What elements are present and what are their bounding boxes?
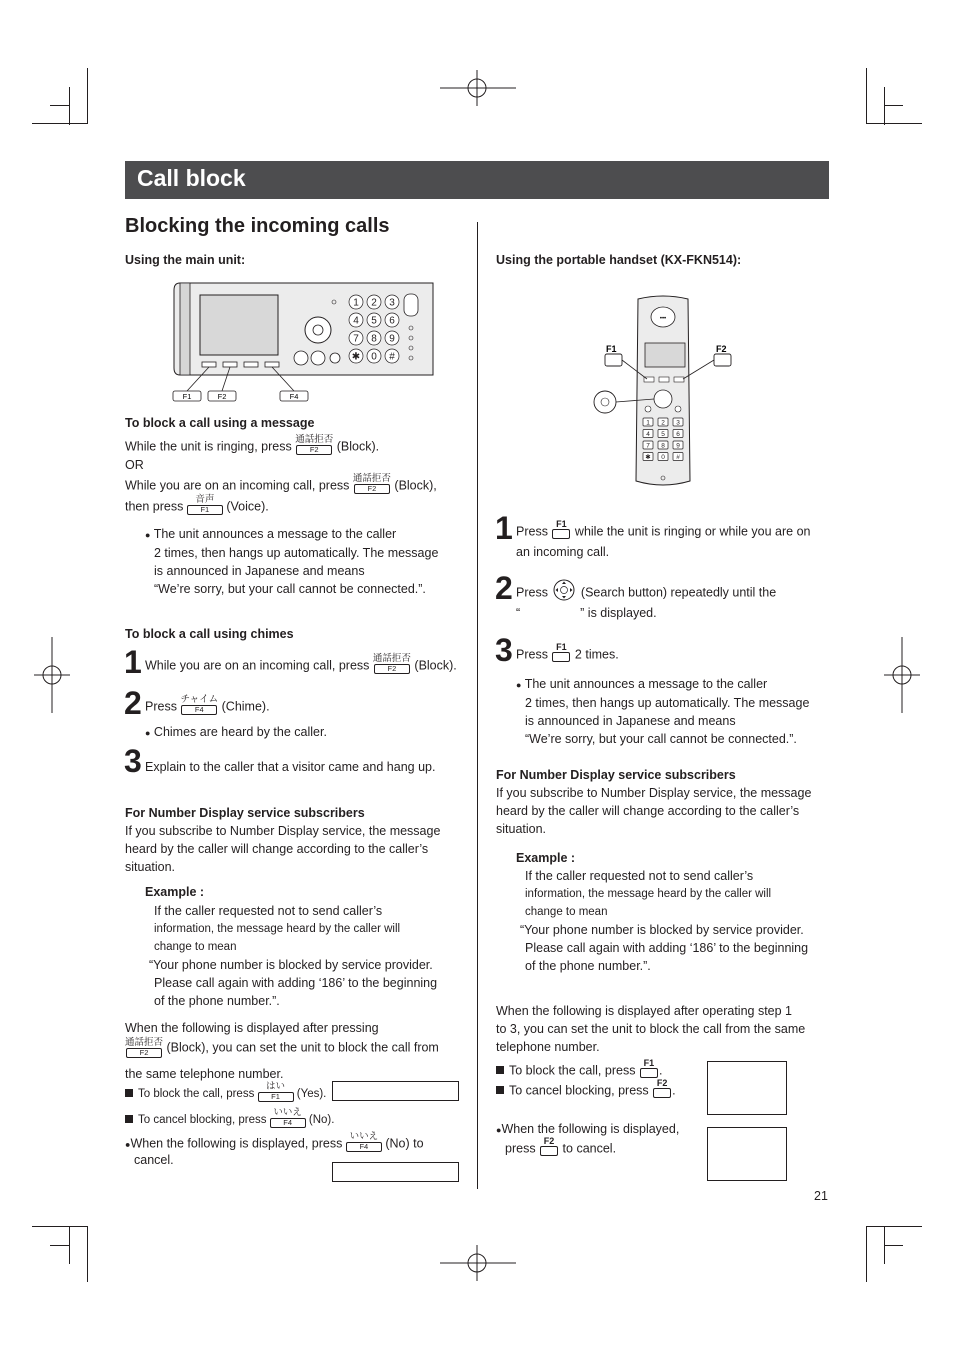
block-instruction-left: To block the call, press はい F1 (Yes). [125,1084,326,1104]
square-bullet-icon [125,1115,133,1123]
when-left-line-1: When the following is displayed after pressing [125,1021,379,1035]
square-bullet-icon [496,1066,504,1074]
handset-step-1-line-2: an incoming call. [516,545,610,559]
cancel2-instruction-left: ●When the following is displayed, press いいえ F4 (No) to [125,1131,424,1151]
section-title: Blocking the incoming calls [125,215,390,237]
column-divider [477,222,478,1189]
handset-f2-key[interactable]: F2 [539,1136,559,1156]
keypad-key-label: 6 [676,430,680,438]
no-key[interactable]: いいえ F4 [270,1108,306,1128]
handset-step-3: Press F1 2 times. [516,642,619,662]
keypad-key-label: 1 [353,297,359,309]
keypad-key-label: ✱ [351,351,361,363]
cancel-instruction-left: To cancel blocking, press いいえ F4 (No). [125,1110,334,1130]
keypad-key-label: 0 [661,453,665,461]
page-number: 21 [814,1189,828,1203]
message-line-1: While the unit is ringing, press 通話拒否 F2 (Block). [125,434,380,454]
chime-bullet: ● Chimes are heard by the caller. [145,725,327,739]
handset-illustration [590,295,740,491]
keypad-key-label: ✱ [645,453,651,461]
handset-step-1-number: 1 [495,510,513,546]
display-box-block [332,1081,459,1101]
block-key[interactable]: 通話拒否 F2 [352,473,391,493]
keypad-key-label: 5 [661,430,665,438]
keypad-key-label: 1 [646,419,650,427]
cancel2-instruction-right: ●When the following is displayed, [496,1122,680,1136]
chime-heading: To block a call using chimes [125,627,294,641]
handset-f1-key[interactable]: F1 [551,519,571,539]
when-text-right: When the following is displayed after operating step 1 to 3, you can set the unit to block the call from the same telephone number. [496,1004,806,1054]
keypad-key-label: 4 [646,430,650,438]
keypad-key-label: 2 [371,297,377,309]
keypad-key-label: 7 [353,333,359,345]
block-key[interactable]: 通話拒否 F2 [372,653,411,673]
example-label-left: Example : [145,885,205,899]
message-heading: To block a call using a message [125,416,315,430]
handset-f1-label: F1 [606,344,617,354]
page-title: Call block [137,165,246,191]
yes-key[interactable]: はい F1 [258,1082,294,1102]
registration-mark-left [34,637,70,713]
main-unit-heading: Using the main unit: [125,253,246,267]
display-box-right-1 [707,1061,787,1115]
handset-step-3-bullet: ● The unit announces a message to the caller 2 times, then hangs up automatically. The message is announced in Japanese and means “We’re sorry, but your call cannot be connected.”. [516,677,810,746]
chime-step-2: Press チャイム F4 (Chime). [145,694,270,714]
message-line-3: then press 音声 F1 (Voice). [125,494,269,514]
keypad-key-label: 9 [389,333,395,345]
handset-step-2-line-2: “ ” is displayed. [516,606,657,620]
handset-step-2: Press (Search button) repeatedly until the [516,582,776,604]
step-3-number: 3 [124,743,142,779]
example-text-right: If the caller requested not to send caller’s information, the message heard by the caller will change to mean “Your phone number is blocked by service provider. Please call again with adding ‘186’ to the beginning of the phone number.”. [520,869,809,973]
keypad-key-label: 5 [371,315,377,327]
device-f2-label: F2 [217,392,227,401]
nd-text-right: If you subscribe to Number Display service, the message heard by the caller will change according to the caller’s situation. [496,786,812,836]
keypad-key-label: 9 [676,442,680,450]
when-left-line-2: 通話拒否 F2 (Block), you can set the unit to block the call from [125,1037,439,1057]
no-key[interactable]: いいえ F4 [346,1132,382,1152]
registration-mark-bottom [440,1245,516,1281]
keypad-key-label: 8 [661,442,665,450]
svg-text:•••: ••• [659,316,667,322]
message-line-2: While you are on an incoming call, press 通話拒否 F2 (Block), [125,473,437,493]
cancel2-line-2: cancel. [134,1153,174,1167]
square-bullet-icon [125,1089,133,1097]
step-2-number: 2 [124,685,142,721]
nd-text-left: If you subscribe to Number Display service, the message heard by the caller will change according to the caller’s situation. [125,824,441,874]
display-box-right-2 [707,1127,787,1181]
keypad-key-label: 8 [371,333,377,345]
registration-mark-right [884,637,920,713]
chime-step-3: Explain to the caller that a visitor came and hang up. [145,760,436,774]
chime-key[interactable]: チャイム F4 [180,694,219,714]
display-box-cancel [332,1162,459,1182]
square-bullet-icon [496,1086,504,1094]
keypad-key-label: 6 [389,315,395,327]
handset-f2-label: F2 [716,344,727,354]
example-text-left: If the caller requested not to send caller’s information, the message heard by the caller will change to mean “Your phone number is blocked by service provider. Please call again with adding ‘186’ to the beginning of the phone number.”. [149,904,438,1008]
voice-key[interactable]: 音声 F1 [187,495,223,515]
keypad-key-label: 0 [371,351,377,363]
device-f1-label: F1 [182,392,192,401]
registration-mark-top [440,70,516,106]
keypad-key-label: 3 [389,297,395,309]
or-text: OR [125,458,144,472]
device-f4-label: F4 [289,392,299,401]
keypad-key-label: 3 [676,419,680,427]
keypad-key-label: 4 [353,315,359,327]
keypad-key-label: 2 [661,419,665,427]
main-unit-illustration [170,280,438,404]
handset-f1-key[interactable]: F1 [639,1058,659,1078]
cancel-instruction-right: To cancel blocking, press F2 . [496,1081,676,1101]
handset-step-3-number: 3 [495,632,513,668]
when-left-line-3: the same telephone number. [125,1067,284,1081]
keypad-key-label: # [676,453,680,461]
step-1-number: 1 [124,644,142,680]
handset-f2-key[interactable]: F2 [652,1078,672,1098]
message-bullet: ● The unit announces a message to the caller 2 times, then hangs up automatically. The message is announced in Japanese and means “We’re sorry, but your call cannot be connected.”. [145,527,439,596]
example-label-right: Example : [516,851,576,865]
keypad-key-label: # [389,351,395,363]
handset-heading: Using the portable handset (KX-FKN514): [496,253,742,267]
cancel2-instruction-right-line-2: press F2 to cancel. [505,1136,617,1156]
search-button-icon[interactable] [551,579,577,601]
handset-step-2-number: 2 [495,570,513,606]
block-key[interactable]: 通話拒否 F2 [125,1037,164,1057]
block-key[interactable]: 通話拒否 F2 [295,434,334,454]
keypad-key-label: 7 [646,442,650,450]
chime-step-1: While you are on an incoming call, press 通話拒否 F2 (Block). [145,653,457,673]
nd-heading-right: For Number Display service subscribers [496,768,736,782]
nd-heading-left: For Number Display service subscribers [125,806,365,820]
handset-f1-key[interactable]: F1 [551,642,571,662]
block-instruction-right: To block the call, press F1 . [496,1061,662,1081]
handset-step-1: Press F1 while the unit is ringing or while you are on [516,519,811,539]
